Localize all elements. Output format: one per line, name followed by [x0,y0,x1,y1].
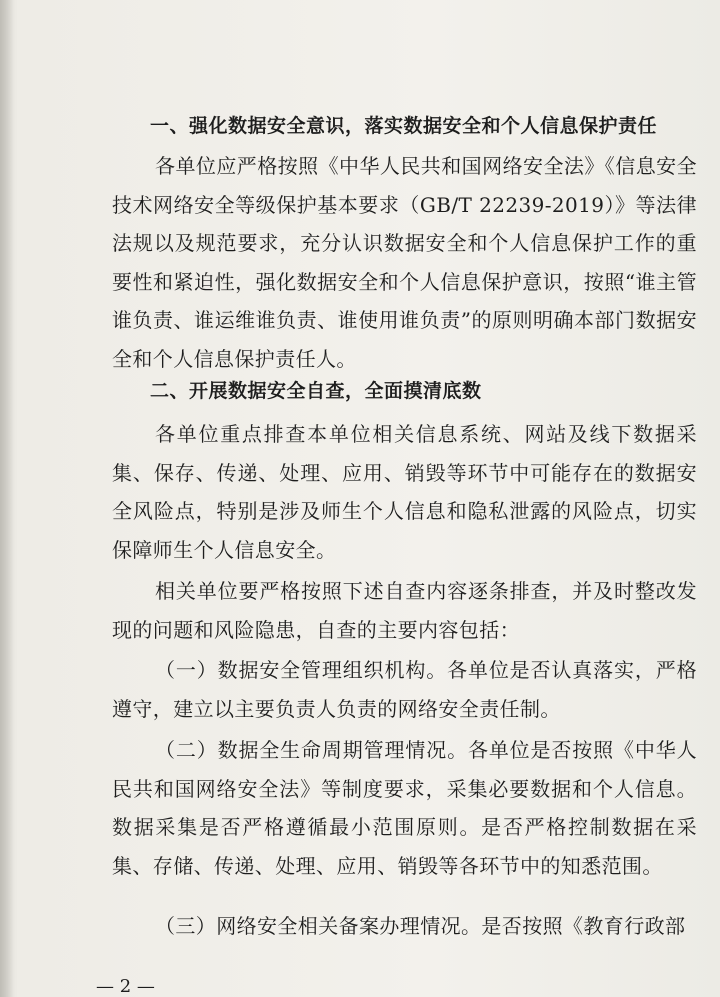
section2-paragraph-2: 相关单位要严格按照下述自查内容逐条排查，并及时整改发现的问题和风险隐患，自查的主要内容包括： [112,579,697,642]
section1-paragraph: 各单位应严格按照《中华人民共和国网络安全法》《信息安全技术网络安全等级保护基本要求（GB/T 22239-2019）》等法律法规以及规范要求，充分认识数据安全和个人信息保护工作的重要性和紧迫性，强化数据安全和个人信息保护意识，按照“谁主管谁负责、谁运维谁负责、谁使用谁负责”的原则明确本部门数据安全和个人信息保护责任人。 [112,154,697,371]
section2-paragraph-1: 各单位重点排查本单位相关信息系统、网站及线下数据采集、保存、传递、处理、应用、销毁等环节中可能存在的数据安全风险点，特别是涉及师生个人信息和隐私泄露的风险点，切实保障师生个人信息安全。 [112,422,697,562]
self-check-item-2: （二）数据全生命周期管理情况。各单位是否按照《中华人民共和国网络安全法》等制度要求，采集必要数据和个人信息。数据采集是否严格遵循最小范围原则。是否严格控制数据在采集、存储、传递、处理、应用、销毁等各环节中的知悉范围。 [112,738,697,878]
section1-heading: 一、强化数据安全意识，落实数据安全和个人信息保护责任 [150,115,658,137]
self-check-item-3: （三）网络安全相关备案办理情况。是否按照《教育行政部 [155,914,686,938]
self-check-item-1: （一）数据安全管理组织机构。各单位是否认真落实，严格遵守，建立以主要负责人负责的网络安全责任制。 [112,658,697,721]
page-edge-shadow [0,0,14,997]
page-number: — 2 — [96,976,155,997]
section2-heading: 二、开展数据安全自查，全面摸清底数 [150,380,482,402]
